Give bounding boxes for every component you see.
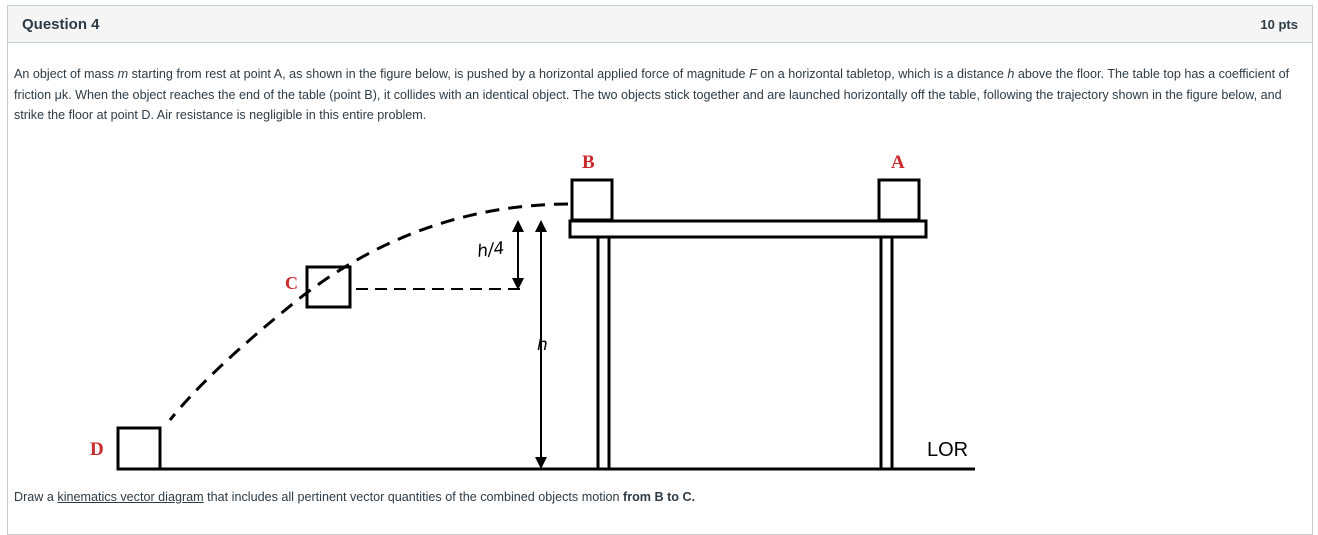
box-d — [118, 428, 160, 469]
label-h-over-4: h/4 — [475, 238, 506, 262]
box-b — [572, 180, 612, 220]
box-a — [879, 180, 919, 220]
question-title: Question 4 — [22, 15, 100, 33]
prompt-bold-text: from B to C. — [623, 490, 696, 504]
label-lor: LOR — [927, 439, 969, 461]
h-arrow-up — [535, 220, 547, 232]
label-h: h — [537, 335, 548, 355]
problem-text-1: An object of mass — [14, 67, 118, 81]
var-h: h — [1007, 67, 1015, 81]
prompt-text-2: that includes all pertinent vector quantities of the combined objects motion — [203, 490, 624, 504]
problem-text-5: When the object reaches the end of the table (point B), it collides with an identical object. The two objects stick together and are launched horizontally off the table, following the trajectory shown in the figure below, and strike the floor at point D. Air resistance is negligible in this entire problem. — [14, 87, 1282, 122]
var-mu: μk. — [54, 87, 72, 102]
label-a: A — [891, 152, 905, 173]
trajectory-path — [170, 204, 568, 420]
h-arrow-down — [535, 457, 547, 469]
var-f: F — [749, 67, 757, 81]
question-points: 10 pts — [1260, 16, 1298, 32]
label-c: C — [285, 273, 298, 293]
box-c — [307, 267, 350, 307]
problem-text-2: starting from rest at point A, as shown in the figure below, is pushed by a horizontal applied force of magnitude — [128, 67, 750, 81]
question-prompt — [14, 488, 695, 506]
problem-text-4: above the floor. The table top has a coefficient of friction — [14, 67, 1290, 102]
kinematics-vector-diagram-link[interactable]: kinematics vector diagram — [57, 490, 204, 504]
h4-arrow-up — [512, 220, 524, 232]
label-b: B — [582, 152, 595, 173]
label-d: D — [90, 439, 104, 460]
tabletop — [570, 221, 926, 237]
var-m: m — [117, 67, 129, 81]
problem-text-3: on a horizontal tabletop, which is a distance — [756, 67, 1008, 81]
prompt-text-1: Draw a — [14, 490, 58, 504]
